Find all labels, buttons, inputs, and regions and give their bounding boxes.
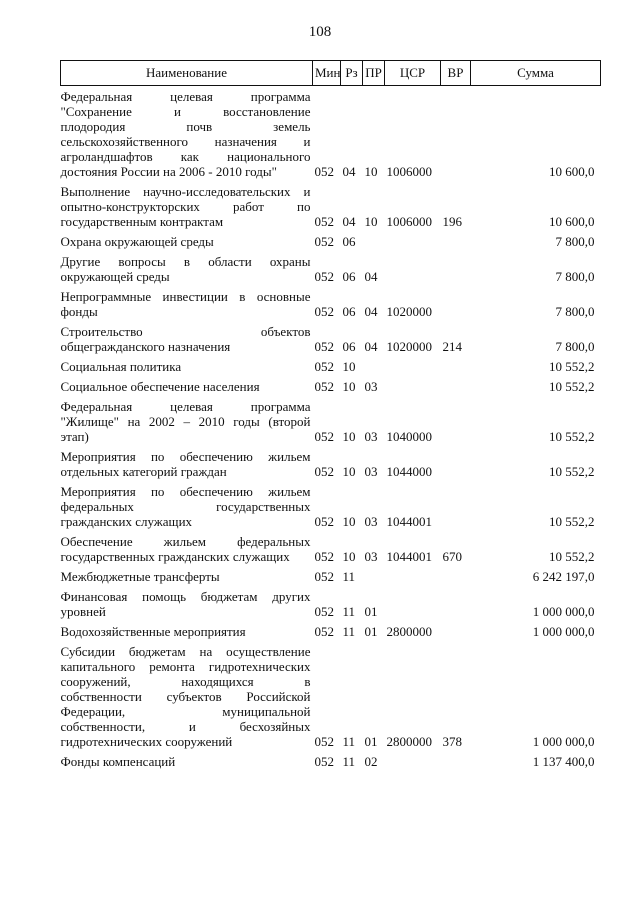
row-name-line: сельскохозяйственного назначения и [60, 134, 311, 149]
row-name-line: отдельных категорий граждан [60, 464, 227, 479]
row-pr: 04 [364, 269, 378, 284]
row-csr [385, 229, 441, 249]
row-name [61, 749, 313, 769]
row-vr: 214 [442, 339, 462, 354]
row-name [61, 479, 313, 529]
row-name-line: Социальное обеспечение населения [60, 379, 260, 394]
row-sum: 10 600,0 [549, 214, 595, 229]
row-rz: 11 [342, 734, 356, 749]
row-name-line: уровней [60, 604, 106, 619]
row-name [61, 229, 313, 249]
row-rz: 06 [342, 339, 356, 354]
table-row [61, 564, 601, 584]
row-name-line: Федерации, муниципальной [60, 704, 311, 719]
table-row [61, 249, 601, 284]
row-name-line: фонды [60, 304, 98, 319]
row-sum: 10 552,2 [549, 549, 595, 564]
row-csr: 2800000 [386, 624, 432, 639]
row-sum: 1 000 000,0 [532, 734, 595, 749]
row-name-line: опытно-конструкторских работ по [60, 199, 311, 214]
row-name [61, 619, 313, 639]
row-rz: 11 [342, 604, 356, 619]
table-row [61, 584, 601, 619]
row-rz: 10 [342, 379, 356, 394]
row-name-line: окружающей среды [60, 269, 170, 284]
row-rz: 11 [342, 754, 356, 769]
table-row [61, 529, 601, 564]
row-min: 052 [314, 304, 334, 319]
row-pr: 02 [364, 754, 378, 769]
row-name-line: Межбюджетные трансферты [60, 569, 220, 584]
row-rz: 06 [342, 234, 356, 249]
row-name [61, 86, 313, 180]
row-min: 052 [314, 164, 334, 179]
row-min: 052 [314, 379, 334, 394]
row-min: 052 [314, 604, 334, 619]
table-row [61, 479, 601, 529]
row-pr: 01 [364, 604, 378, 619]
page-number: 108 [308, 24, 332, 40]
row-sum: 10 600,0 [549, 164, 595, 179]
row-name-line: Фонды компенсаций [60, 754, 176, 769]
row-sum: 1 000 000,0 [532, 624, 595, 639]
row-rz: 04 [342, 164, 356, 179]
row-rz: 10 [342, 429, 356, 444]
row-vr [441, 374, 471, 394]
table-row [61, 319, 601, 354]
row-vr [441, 749, 471, 769]
row-pr [363, 229, 385, 249]
row-name-line: гидротехнических сооружений [60, 734, 233, 749]
row-name [61, 444, 313, 479]
row-name-line: Федеральная целевая программа [60, 399, 311, 414]
row-name-line: федеральных государственных [60, 499, 311, 514]
row-sum: 10 552,2 [549, 464, 595, 479]
row-pr: 03 [364, 549, 378, 564]
row-name-line: Выполнение научно-исследовательских и [60, 184, 311, 199]
row-name-line: Водохозяйственные мероприятия [60, 624, 246, 639]
row-pr: 03 [364, 379, 378, 394]
table-row [61, 749, 601, 769]
table-row [61, 354, 601, 374]
row-sum: 7 800,0 [555, 234, 595, 249]
row-name-line: Обеспечение жильем федеральных [60, 534, 311, 549]
header-name: Наименование [61, 61, 313, 86]
row-name [61, 319, 313, 354]
header-csr: ЦСР [385, 61, 441, 86]
row-csr [385, 354, 441, 374]
row-name-line: государственных гражданских служащих [60, 549, 290, 564]
row-rz: 06 [342, 269, 356, 284]
row-pr: 01 [364, 734, 378, 749]
row-vr [441, 394, 471, 444]
row-vr [441, 564, 471, 584]
row-sum: 7 800,0 [555, 304, 595, 319]
row-rz: 10 [342, 464, 356, 479]
row-csr [385, 374, 441, 394]
row-min: 052 [314, 549, 334, 564]
row-min: 052 [314, 234, 334, 249]
row-name-line: Субсидии бюджетам на осуществление [60, 644, 311, 659]
row-csr: 1006000 [386, 214, 432, 229]
row-vr [441, 86, 471, 180]
row-name [61, 179, 313, 229]
row-vr [441, 619, 471, 639]
row-name-line: Другие вопросы в области охраны [60, 254, 311, 269]
row-pr [363, 564, 385, 584]
row-name-line: капитального ремонта гидротехнических [60, 659, 311, 674]
row-min: 052 [314, 514, 334, 529]
row-pr: 10 [364, 164, 378, 179]
row-sum: 6 242 197,0 [532, 569, 595, 584]
row-name-line: плодородия почв земель [60, 119, 311, 134]
table-row [61, 284, 601, 319]
row-pr: 03 [364, 464, 378, 479]
table-row [61, 229, 601, 249]
row-sum: 7 800,0 [555, 269, 595, 284]
row-name-line: Непрограммные инвестиции в основные [60, 289, 311, 304]
row-csr: 1044000 [386, 464, 432, 479]
row-name-line: Строительство объектов [60, 324, 311, 339]
row-name-line: Социальная политика [60, 359, 182, 374]
row-name-line: государственным контрактам [60, 214, 224, 229]
row-min: 052 [314, 624, 334, 639]
row-min: 052 [314, 429, 334, 444]
row-min: 052 [314, 359, 334, 374]
header-rz: Рз [341, 61, 363, 86]
row-vr [441, 444, 471, 479]
row-csr [385, 584, 441, 619]
row-name [61, 249, 313, 284]
row-rz: 06 [342, 304, 356, 319]
row-csr: 2800000 [386, 734, 432, 749]
row-name-line: Мероприятия по обеспечению жильем [60, 484, 311, 499]
row-csr: 1044001 [386, 514, 432, 529]
row-csr: 1040000 [386, 429, 432, 444]
row-min: 052 [314, 754, 334, 769]
row-name-line: агроландшафтов как национального [60, 149, 311, 164]
row-name-line: достояния России на 2006 - 2010 годы" [60, 164, 277, 179]
row-csr: 1044001 [386, 549, 432, 564]
row-rz: 04 [342, 214, 356, 229]
row-name [61, 354, 313, 374]
row-name-line: гражданских служащих [60, 514, 193, 529]
row-vr [441, 229, 471, 249]
row-sum: 10 552,2 [549, 359, 595, 374]
header-vr: ВР [441, 61, 471, 86]
table-row [61, 86, 601, 180]
table-row [61, 374, 601, 394]
row-name [61, 284, 313, 319]
budget-table [60, 60, 601, 769]
row-sum: 1 000 000,0 [532, 604, 595, 619]
table-header [61, 61, 601, 86]
row-csr: 1020000 [386, 304, 432, 319]
row-rz: 10 [342, 359, 356, 374]
row-pr: 03 [364, 429, 378, 444]
row-min: 052 [314, 569, 334, 584]
row-rz: 11 [342, 624, 356, 639]
row-name [61, 374, 313, 394]
row-sum: 1 137 400,0 [532, 754, 595, 769]
row-vr: 670 [442, 549, 462, 564]
row-name-line: собственности субъектов Российской [60, 689, 311, 704]
row-min: 052 [314, 214, 334, 229]
row-vr [441, 249, 471, 284]
table-row [61, 639, 601, 749]
row-name [61, 394, 313, 444]
row-sum: 10 552,2 [549, 429, 595, 444]
row-name-line: собственности, и бесхозяйных [60, 719, 311, 734]
row-name-line: этап) [60, 429, 89, 444]
row-name-line: "Жилище" на 2002 – 2010 годы (второй [60, 414, 311, 429]
row-csr [385, 749, 441, 769]
table-row [61, 394, 601, 444]
row-name-line: Мероприятия по обеспечению жильем [60, 449, 311, 464]
row-name-line: Охрана окружающей среды [60, 234, 214, 249]
table-row [61, 444, 601, 479]
row-vr: 196 [442, 214, 462, 229]
row-min: 052 [314, 339, 334, 354]
table-row [61, 179, 601, 229]
row-sum: 7 800,0 [555, 339, 595, 354]
row-rz: 10 [342, 514, 356, 529]
row-name-line: Финансовая помощь бюджетам других [60, 589, 311, 604]
row-name-line: сооружений, находящихся в [60, 674, 311, 689]
row-pr: 03 [364, 514, 378, 529]
row-vr: 378 [442, 734, 462, 749]
row-pr [363, 354, 385, 374]
row-min: 052 [314, 734, 334, 749]
row-name-line: "Сохранение и восстановление [60, 104, 311, 119]
row-pr: 04 [364, 339, 378, 354]
row-sum: 10 552,2 [549, 379, 595, 394]
row-pr: 01 [364, 624, 378, 639]
row-min: 052 [314, 464, 334, 479]
row-name [61, 529, 313, 564]
header-pr: ПР [363, 61, 385, 86]
row-vr [441, 584, 471, 619]
table-row [61, 619, 601, 639]
row-pr: 04 [364, 304, 378, 319]
header-sum: Сумма [471, 61, 601, 86]
row-pr: 10 [364, 214, 378, 229]
row-sum: 10 552,2 [549, 514, 595, 529]
row-csr: 1006000 [386, 164, 432, 179]
row-name [61, 584, 313, 619]
header-min: Мин [313, 61, 341, 86]
row-csr [385, 564, 441, 584]
row-name-line: Федеральная целевая программа [60, 89, 311, 104]
row-csr: 1020000 [386, 339, 432, 354]
row-csr [385, 249, 441, 284]
row-vr [441, 354, 471, 374]
row-rz: 10 [342, 549, 356, 564]
row-vr [441, 284, 471, 319]
row-name [61, 639, 313, 749]
row-vr [441, 479, 471, 529]
table-body [61, 86, 601, 770]
row-name [61, 564, 313, 584]
row-rz: 11 [342, 569, 356, 584]
row-min: 052 [314, 269, 334, 284]
row-name-line: общегражданского назначения [60, 339, 231, 354]
